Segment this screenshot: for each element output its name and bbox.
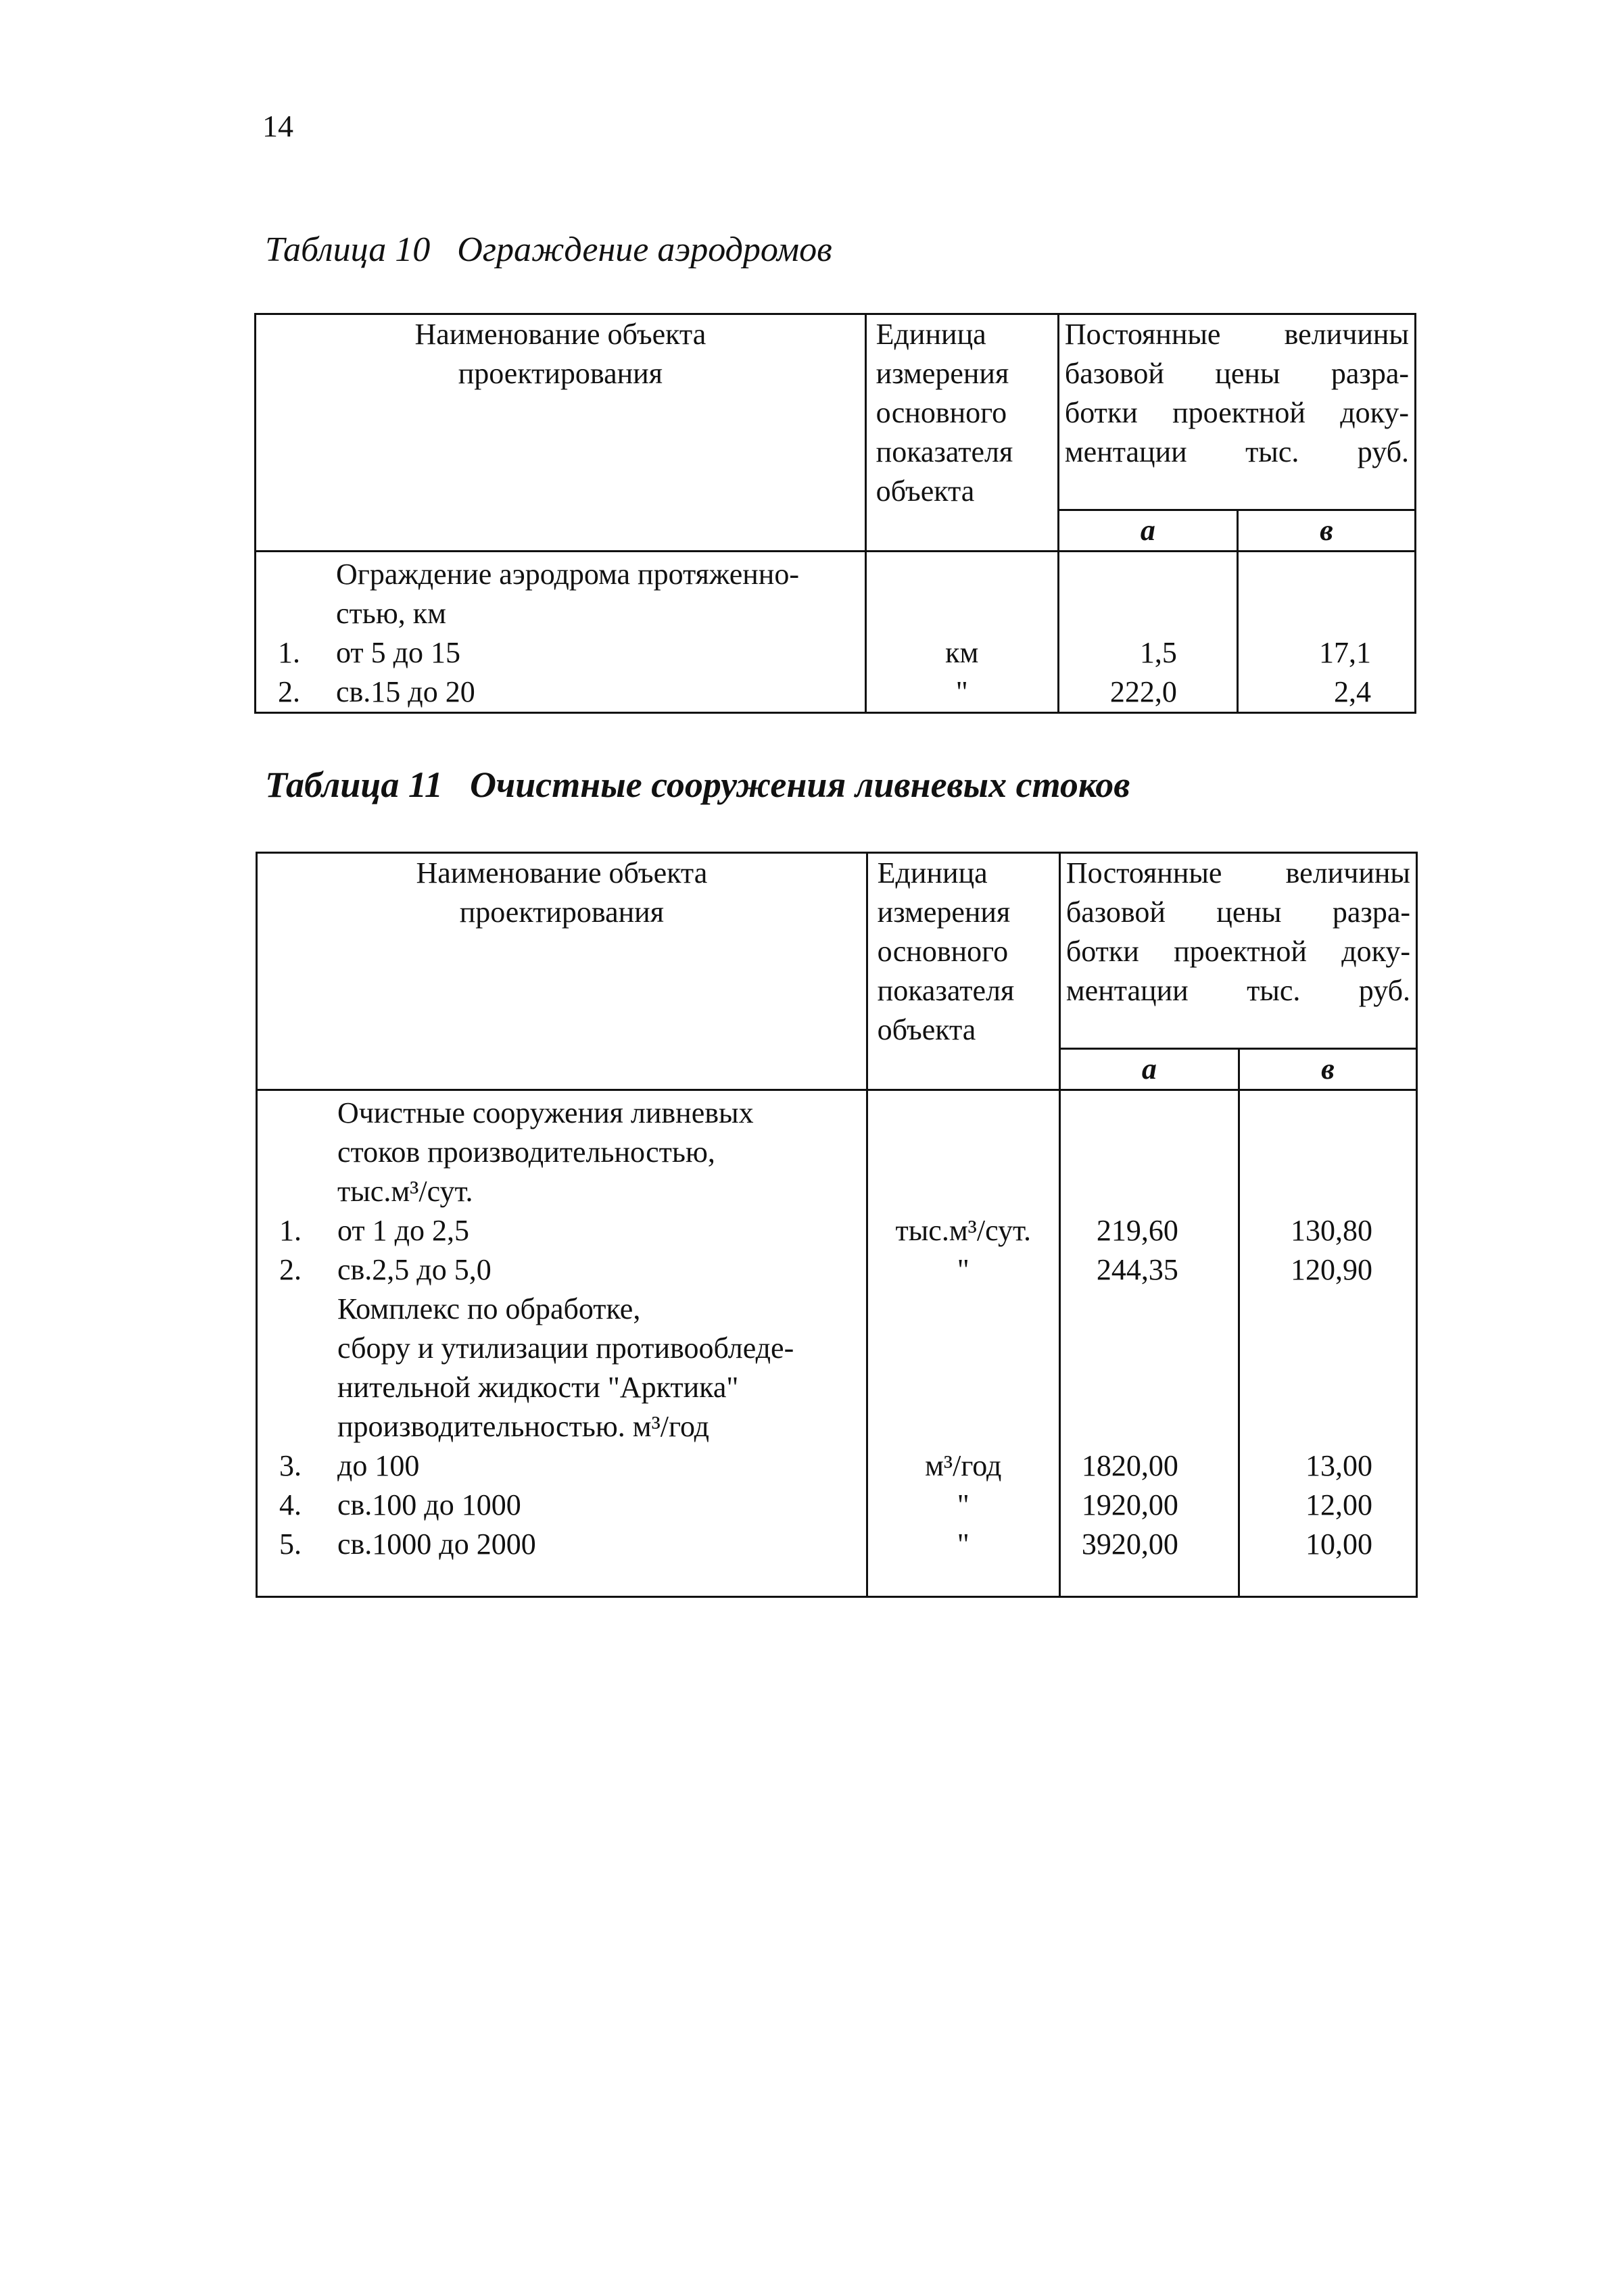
page-number: 14 [262, 109, 293, 143]
table-row: 4. св.100 до 1000 [279, 1488, 521, 1521]
table10 [254, 313, 1416, 714]
header-col-a: а [1058, 510, 1237, 552]
table11-col-b: 130,80 120,90 13,00 12,00 10,00 [1239, 1090, 1416, 1597]
table-row: 2. св.2,5 до 5,0 [279, 1253, 492, 1286]
header-const: Постоянные величины базовой цены разра- ботки проектной доку- ментации тыс. руб. [1059, 853, 1416, 1049]
table10-col-b: 17,1 2,4 [1237, 552, 1415, 713]
table10-units: км " [865, 552, 1058, 713]
header-col-b: в [1237, 510, 1415, 552]
table-row: 2. св.15 до 20 [278, 675, 475, 708]
header-unit: Единица измерения основного показателя объекта [865, 314, 1058, 552]
table11-name: Очистные сооружения ливневых стоков [469, 764, 1130, 805]
header-const: Постоянные величины базовой цены разра- ботки проектной доку- ментации тыс. руб. [1058, 314, 1415, 510]
table10-col-a: 1,5 222,0 [1058, 552, 1237, 713]
table-row: 3. до 100 [279, 1449, 420, 1482]
header-col-a: а [1059, 1049, 1239, 1090]
table10-name: Ограждение аэродромов [457, 230, 832, 269]
header-col-b: в [1239, 1049, 1416, 1090]
table-row: 1. от 5 до 15 [278, 636, 461, 669]
table11-label: Таблица 11 [265, 764, 443, 805]
header-unit: Единица измерения основного показателя объекта [867, 853, 1059, 1090]
table11-units: тыс.м³/сут. " м³/год " " [867, 1090, 1059, 1597]
header-name: Наименование объекта проектирования [257, 853, 867, 1090]
header-name: Наименование объекта проектирования [256, 314, 866, 552]
table11 [256, 852, 1418, 1598]
table11-title [265, 764, 1130, 806]
table10-title [265, 230, 832, 270]
table10-names: Ограждение аэродрома протяженно- стью, км 1. от 5 до 15 2. св.15 до 20 [256, 552, 866, 713]
table11-col-a: 219,60 244,35 1820,00 1920,00 3920,00 [1059, 1090, 1239, 1597]
table-row: 5. св.1000 до 2000 [279, 1528, 536, 1561]
table10-label: Таблица 10 [265, 230, 431, 269]
table11-names: Очистные сооружения ливневых стоков производительностью, тыс.м³/сут. 1. от 1 до 2,5 2. св.2,5 до 5,0 Комплекс по обработке, сбору и утилизации противообледе- нительной жидкости "Арктика" производительностью. м³/год 3. до 100 4. св.100 до 1000 5. св.1000 до 2000 [257, 1090, 867, 1597]
table-row: 1. от 1 до 2,5 [279, 1214, 470, 1247]
